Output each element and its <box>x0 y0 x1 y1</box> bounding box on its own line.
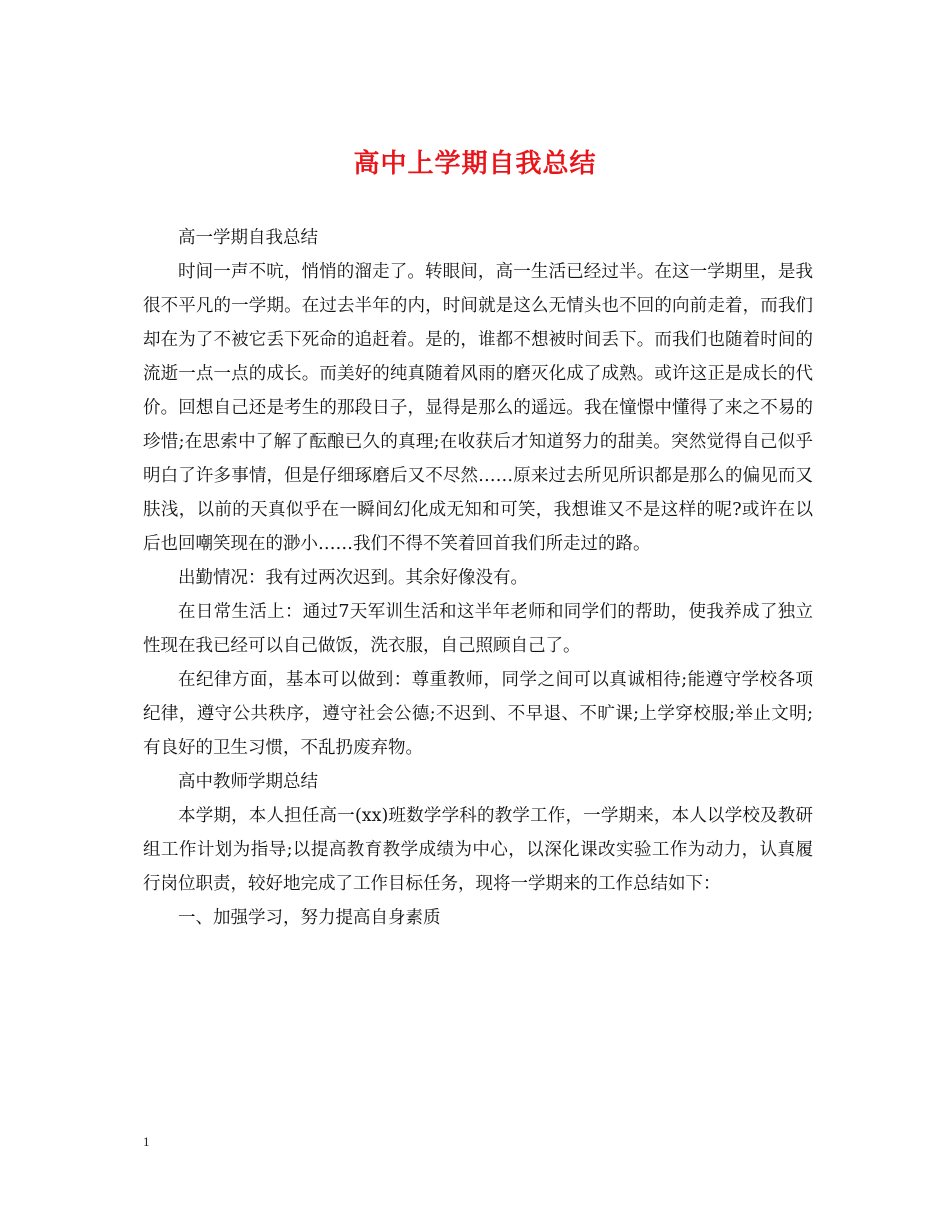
page-number: 1 <box>143 1134 150 1149</box>
paragraph-teaching-work: 本学期，本人担任高一(xx)班数学学科的教学工作，一学期来，本人以学校及教研组工作计划为指导;以提高教育教学成绩为中心，以深化课改实验工作为动力，认真履行岗位职责，较好地完成了工作目标任务，现将一学期来的工作总结如下： <box>143 806 813 894</box>
paragraph-discipline: 在纪律方面，基本可以做到：尊重教师，同学之间可以真诚相待;能遵守学校各项纪律，遵守公共秩序，遵守社会公德;不迟到、不早退、不旷课;上学穿校服;举止文明; 有良好的卫生习惯，不乱扔废弃物。 <box>143 670 813 758</box>
paragraph-time-passing: 时间一声不吭，悄悄的溜走了。转眼间，高一生活已经过半。在这一学期里，是我很不平凡的一学期。在过去半年的内，时间就是这么无情头也不回的向前走着，而我们却在为了不被它丢下死命的追赶着。是的，谁都不想被时间丢下。而我们也随着时间的流逝一点一点的成长。而美好的纯真随着风雨的磨灭化成了成熟。或许这正是成长的代价。回想自己还是考生的那段日子，显得是那么的遥远。我在憧憬中懂得了来之不易的珍惜;在思索中了解了酝酿已久的真理;在收获后才知道努力的甜美。突然觉得自己似乎明白了许多事情，但是仔细琢磨后又不尽然……原来过去所见所识都是那么的偏见而又肤浅，以前的天真似乎在一瞬间幻化成无知和可笑，我想谁又不是这样的呢?或许在以后也回嘲笑现在的渺小……我们不得不笑着回首我们所走过的路。 <box>143 262 813 554</box>
paragraph-study-heading: 一、加强学习，努力提高自身素质 <box>178 908 441 928</box>
section-heading-student-summary: 高一学期自我总结 <box>178 228 318 248</box>
section-heading-teacher-summary: 高中教师学期总结 <box>178 772 318 792</box>
paragraph-daily-life: 在日常生活上：通过7天军训生活和这半年老师和同学们的帮助，使我养成了独立性现在我已经可以自己做饭，洗衣服，自己照顾自己了。 <box>143 602 813 656</box>
document-body <box>143 221 813 935</box>
page-title: 高中上学期自我总结 <box>353 149 597 179</box>
paragraph-attendance: 出勤情况：我有过两次迟到。其余好像没有。 <box>178 568 528 588</box>
